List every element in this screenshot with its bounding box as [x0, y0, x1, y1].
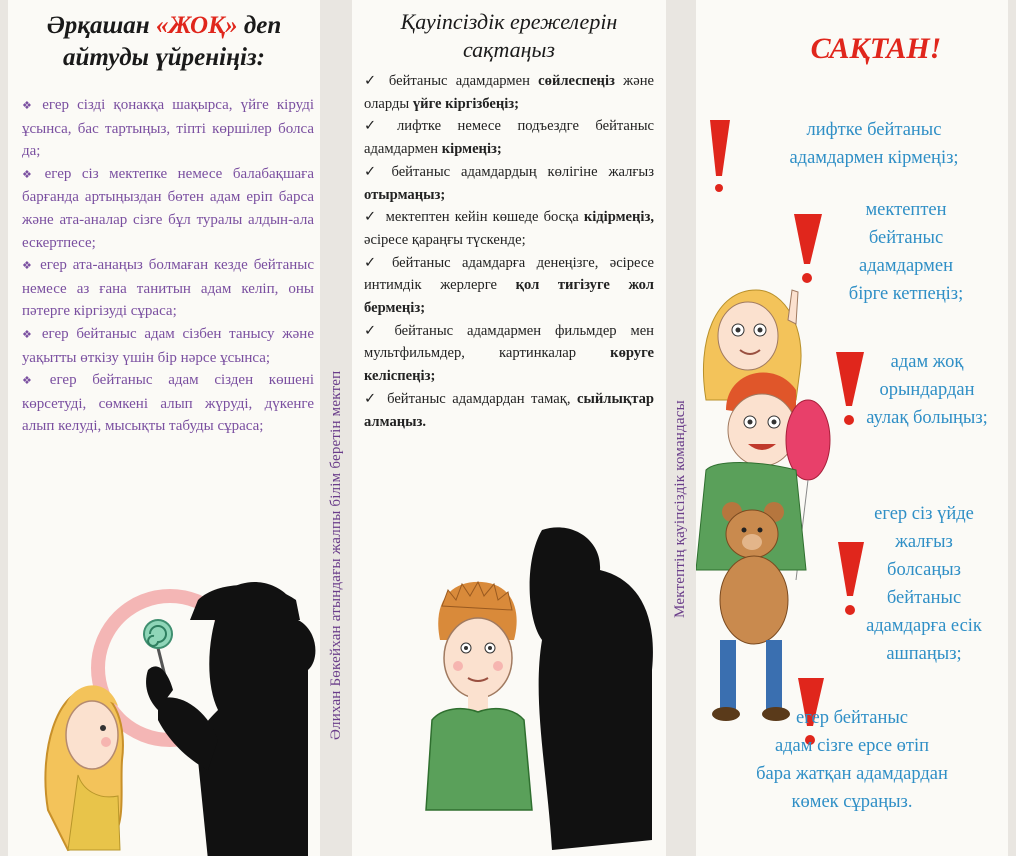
- list-item: [364, 70, 654, 115]
- item-text: бейтаныс адамдармен фильмдер мен мультфильмдер, картинкалар: [364, 322, 654, 362]
- checkmark-icon: ✓: [364, 322, 387, 339]
- rule-2-line: адамдармен: [859, 256, 953, 276]
- rule-3: [846, 348, 1008, 432]
- rule-4-line: егер сіз үйде: [874, 504, 974, 524]
- checkmark-icon: ✓: [364, 118, 389, 135]
- rule-5-line: адам сізге ерсе өтіп: [774, 736, 930, 756]
- list-item: [364, 320, 654, 388]
- rule-5-line: көмек сұраңыз.: [791, 792, 913, 812]
- list-item: [364, 252, 654, 320]
- panel1-title: [18, 10, 310, 74]
- stranger-lollipop-illustration: [8, 560, 320, 856]
- item-bold: сыйлықтар алмаңыз.: [364, 390, 655, 430]
- vertical-school-name: Әлихан Бөкейхан атындағы жалпы білім беретін мектеп: [328, 370, 344, 740]
- list-item-text: егер бейтаныс адам сізбен танысу және уақытты өткізу үшін бір нәрсе ұсынса;: [22, 325, 314, 366]
- rule-1: [750, 116, 998, 172]
- safety-rules-list: [364, 70, 654, 433]
- checkmark-icon: ✓: [364, 254, 384, 271]
- item-bold: кідірмеңіз,: [583, 209, 655, 226]
- item-bold: көруге келіспеңіз;: [364, 345, 654, 385]
- item-text: бейтаныс адамдармен: [388, 73, 539, 89]
- item-tail: әсіресе қараңғы түскенде;: [364, 231, 526, 248]
- boy-shadow-illustration: [352, 520, 666, 856]
- say-no-list: [22, 94, 314, 438]
- panel2-title: Қауіпсіздік ережелерін сақтаңыз: [400, 9, 618, 62]
- rule-5-line: егер бейтаныс: [796, 708, 908, 728]
- title-part-2: деп айтуды үйреніңіз:: [63, 12, 282, 71]
- title-red-word: «ЖОҚ»: [155, 12, 238, 39]
- list-item: [22, 254, 314, 323]
- list-item: [364, 115, 654, 160]
- item-bold: отырмаңыз;: [364, 186, 446, 203]
- rule-3-line: аулақ болыңыз;: [866, 408, 988, 428]
- checkmark-icon: ✓: [364, 390, 380, 407]
- rule-4-line: адамдарға есік: [866, 616, 982, 636]
- list-item: [22, 369, 314, 438]
- rule-4-line: жалғыз: [895, 532, 953, 552]
- list-item: [22, 163, 314, 254]
- rule-3-line: орындардан: [879, 380, 975, 400]
- item-text: бейтаныс адамдардан тамақ,: [387, 390, 577, 407]
- item-text: бейтаныс адамдардың көлігіне жалғыз: [391, 163, 654, 180]
- checkmark-icon: ✓: [364, 163, 384, 180]
- list-item: [22, 323, 314, 369]
- item-bold-2: үйге кіргізбеңіз;: [412, 95, 520, 112]
- list-item: [364, 161, 654, 206]
- item-bold: қол тигізуге жол бермеңіз;: [364, 277, 654, 317]
- item-bold: сөйлеспеңіз: [538, 73, 615, 89]
- rule-5-line: бара жатқан адамдардан: [756, 764, 948, 784]
- rule-2: [826, 196, 986, 308]
- diamond-bullet-icon: ❖: [22, 328, 36, 341]
- diamond-bullet-icon: ❖: [22, 260, 35, 273]
- item-text: лифтке немесе подъездге бейтаныс адамдармен: [364, 118, 655, 158]
- item-text: бейтаныс адамдарға денеңізге, әсіресе интимдік жерлерге: [364, 254, 654, 294]
- checkmark-icon: ✓: [364, 209, 378, 226]
- rule-2-line: бейтаныс: [868, 228, 944, 248]
- list-item-text: егер ата-анаңыз болмаған кезде бейтаныс немесе аз ғана танитын адам келіп, оны пәтерге кіргізуді сұраса;: [22, 257, 314, 320]
- rule-2-line: бірге кетпеңіз;: [848, 284, 964, 304]
- rule-2-line: мектептен: [865, 200, 947, 220]
- rule-4: [842, 500, 1006, 668]
- list-item: [364, 206, 654, 251]
- list-item: [364, 388, 654, 433]
- diamond-bullet-icon: ❖: [22, 100, 37, 112]
- panel3-title: САҚТАН!: [810, 32, 942, 65]
- list-item-text: егер сіз мектепке немесе балабақшаға барғанда артыңыздан бөтен адам еріп барса және ата-аналар сізге бұл туралы алдын-ала ескертпесе;: [22, 165, 314, 251]
- checkmark-icon: ✓: [364, 73, 381, 89]
- rule-4-line: ашпаңыз;: [886, 644, 962, 664]
- diamond-bullet-icon: ❖: [22, 168, 39, 181]
- panel-safety-rules: [352, 0, 666, 856]
- vertical-team-name: Мектептің қауіпсіздік командасы: [672, 400, 688, 618]
- rule-4-line: болсаңыз: [887, 560, 961, 580]
- list-item-text: егер сізді қонакқа шақырса, үйге кіруді ұсынса, бас тартыңыз, тіпті көршілер болса да;: [22, 97, 314, 160]
- list-item-text: егер бейтаныс адам сізден көшені көрсетуді, сөмкені алып жүруді, дүкенге алып келуді, мысықты табуды сұраса;: [22, 372, 314, 435]
- panel-beware: [696, 0, 1008, 856]
- title-part-1: Әрқашан: [46, 12, 156, 39]
- exclamation-icon: [708, 118, 734, 198]
- item-mid: және оларды: [364, 73, 655, 112]
- rule-1-line: адамдармен кірмеңіз;: [789, 148, 959, 168]
- children-illustration: [696, 250, 836, 730]
- item-mid: қа: [565, 209, 584, 226]
- list-item: [22, 94, 314, 163]
- item-bold: кірмеңіз;: [441, 141, 502, 158]
- diamond-bullet-icon: ❖: [22, 375, 44, 388]
- item-text: мектептен кейін көшеде бос: [385, 209, 566, 226]
- rule-1-line: лифтке бейтаныс: [806, 120, 942, 140]
- rule-4-line: бейтаныс: [886, 588, 962, 608]
- panel-say-no: [8, 0, 320, 856]
- rule-3-line: адам жоқ: [890, 352, 964, 372]
